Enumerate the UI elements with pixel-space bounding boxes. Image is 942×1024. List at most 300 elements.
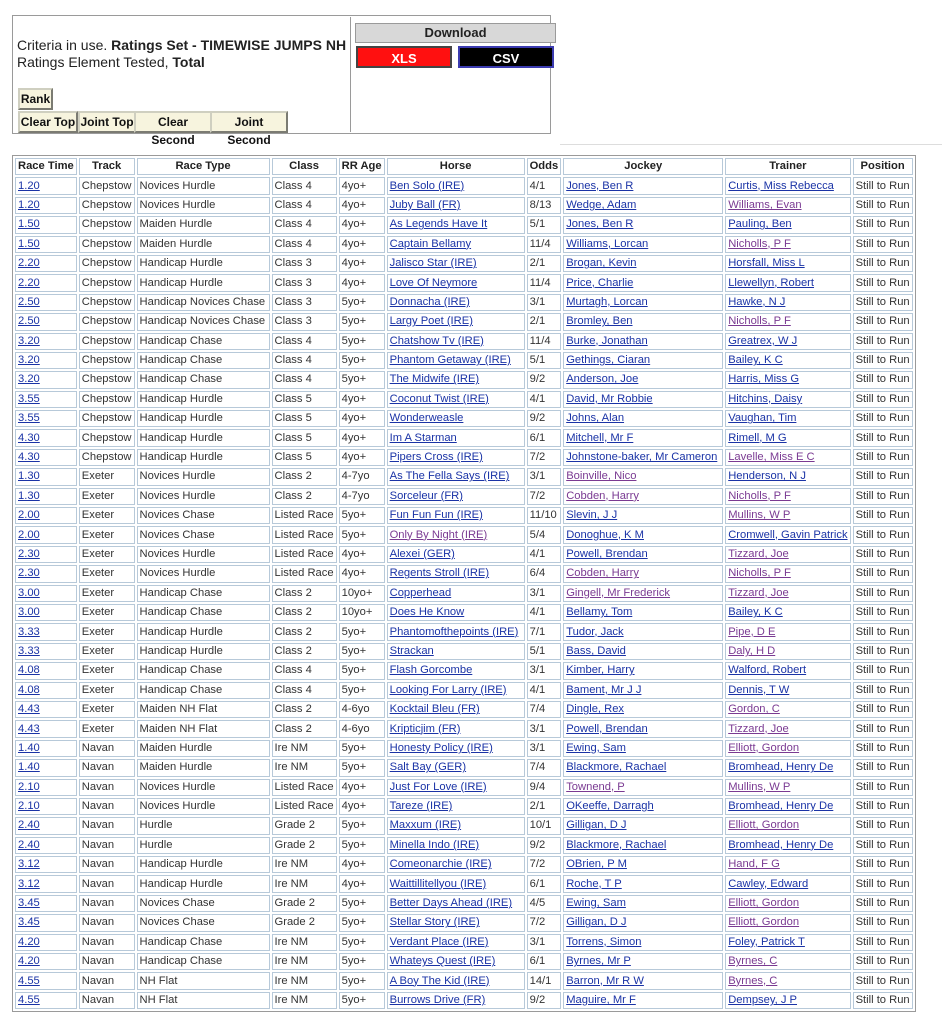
- cell-race-time: [15, 701, 77, 718]
- cell-horse: [387, 236, 525, 253]
- cell-jockey: [563, 759, 723, 776]
- cell-race-time: [15, 565, 77, 582]
- rank-button[interactable]: Rank: [18, 88, 53, 110]
- cell-class: Grade 2: [272, 837, 337, 854]
- cell-horse: [387, 779, 525, 796]
- race-time-link[interactable]: 3.33: [18, 644, 40, 657]
- horse-link[interactable]: Sorceleur (FR): [389, 489, 463, 502]
- header-trainer: Trainer: [725, 158, 850, 175]
- trainer-link[interactable]: Nicholls, P F: [728, 315, 791, 328]
- race-time-link[interactable]: 1.30: [18, 489, 40, 502]
- horse-link[interactable]: Comeonarchie (IRE): [389, 858, 492, 871]
- trainer-link[interactable]: Henderson, N J: [728, 470, 806, 483]
- cell-position: Still to Run: [853, 526, 913, 543]
- jockey-link[interactable]: Jones, Ben R: [566, 179, 634, 192]
- horse-link[interactable]: Burrows Drive (FR): [389, 993, 486, 1006]
- race-time-link[interactable]: 4.20: [18, 935, 40, 948]
- jockey-link[interactable]: Tudor, Jack: [566, 625, 624, 638]
- cell-track: Navan: [79, 934, 135, 951]
- horse-link[interactable]: Chatshow Tv (IRE): [389, 334, 484, 347]
- trainer-link[interactable]: Elliott, Gordon: [728, 897, 800, 910]
- cell-track: Chepstow: [79, 429, 135, 446]
- cell-position: Still to Run: [853, 507, 913, 524]
- cell-race-type: Handicap Hurdle: [137, 255, 270, 272]
- race-time-link[interactable]: 3.55: [18, 392, 40, 405]
- cell-position: Still to Run: [853, 313, 913, 330]
- horse-link[interactable]: Minella Indo (IRE): [389, 838, 480, 851]
- cell-rr-age: 4yo+: [339, 875, 385, 892]
- horse-link[interactable]: Tareze (IRE): [389, 800, 453, 813]
- cell-position: Still to Run: [853, 216, 913, 233]
- horse-link[interactable]: Salt Bay (GER): [389, 761, 467, 774]
- jockey-link[interactable]: Powell, Brendan: [566, 722, 648, 735]
- cell-odds: 11/4: [527, 236, 562, 253]
- jockey-link[interactable]: Blackmore, Rachael: [566, 761, 667, 774]
- jockey-link[interactable]: Donoghue, K M: [566, 528, 644, 541]
- cell-race-type: Handicap Chase: [137, 662, 270, 679]
- cell-track: Exeter: [79, 565, 135, 582]
- csv-download-button[interactable]: CSV: [458, 46, 554, 68]
- cell-horse: [387, 875, 525, 892]
- cell-position: Still to Run: [853, 255, 913, 272]
- cell-track: Chepstow: [79, 352, 135, 369]
- trainer-link[interactable]: Dennis, T W: [728, 683, 790, 696]
- cell-class: Grade 2: [272, 817, 337, 834]
- cell-race-time: [15, 953, 77, 970]
- horse-link[interactable]: Better Days Ahead (IRE): [389, 897, 513, 910]
- horse-link[interactable]: Captain Bellamy: [389, 237, 472, 250]
- trainer-link[interactable]: Elliott, Gordon: [728, 916, 800, 929]
- cell-jockey: [563, 604, 723, 621]
- cell-class: Ire NM: [272, 759, 337, 776]
- cell-track: Exeter: [79, 720, 135, 737]
- jockey-link[interactable]: OBrien, P M: [566, 858, 627, 871]
- trainer-link[interactable]: Byrnes, C: [728, 974, 778, 987]
- cell-track: Chepstow: [79, 294, 135, 311]
- cell-rr-age: 4yo+: [339, 429, 385, 446]
- jockey-link[interactable]: Bromley, Ben: [566, 315, 633, 328]
- race-time-link[interactable]: 2.50: [18, 315, 40, 328]
- jockey-link[interactable]: Johns, Alan: [566, 412, 625, 425]
- table-row: [15, 488, 913, 505]
- trainer-link[interactable]: Cawley, Edward: [728, 877, 809, 890]
- race-time-link[interactable]: 3.55: [18, 412, 40, 425]
- cell-jockey: [563, 953, 723, 970]
- trainer-link[interactable]: Harris, Miss G: [728, 373, 800, 386]
- cell-race-time: [15, 429, 77, 446]
- cell-race-time: [15, 371, 77, 388]
- cell-position: Still to Run: [853, 934, 913, 951]
- race-time-link[interactable]: 4.30: [18, 451, 40, 464]
- jockey-link[interactable]: Maguire, Mr F: [566, 993, 636, 1006]
- jockey-link[interactable]: Ewing, Sam: [566, 741, 626, 754]
- jockey-link[interactable]: Burke, Jonathan: [566, 334, 648, 347]
- cell-position: Still to Run: [853, 759, 913, 776]
- cell-race-type: Novices Chase: [137, 914, 270, 931]
- race-time-link[interactable]: 4.55: [18, 993, 40, 1006]
- horse-link[interactable]: Donnacha (IRE): [389, 295, 470, 308]
- cell-race-type: Maiden NH Flat: [137, 720, 270, 737]
- cell-class: Ire NM: [272, 875, 337, 892]
- cell-rr-age: 5yo+: [339, 371, 385, 388]
- cell-race-type: Maiden Hurdle: [137, 740, 270, 757]
- trainer-link[interactable]: Mullins, W P: [728, 780, 791, 793]
- cell-horse: [387, 255, 525, 272]
- trainer-link[interactable]: Hawke, N J: [728, 295, 786, 308]
- cell-class: Class 5: [272, 391, 337, 408]
- horse-link[interactable]: Regents Stroll (IRE): [389, 567, 490, 580]
- jockey-link[interactable]: Slevin, J J: [566, 509, 618, 522]
- trainer-link[interactable]: Bromhead, Henry De: [728, 838, 834, 851]
- joint-top-button[interactable]: Joint Top: [78, 111, 136, 133]
- horse-link[interactable]: Looking For Larry (IRE): [389, 683, 507, 696]
- horse-link[interactable]: Jalisco Star (IRE): [389, 257, 477, 270]
- horse-link[interactable]: Maxxum (IRE): [389, 819, 462, 832]
- cell-jockey: [563, 992, 723, 1009]
- trainer-link[interactable]: Nicholls, P F: [728, 489, 791, 502]
- cell-jockey: [563, 662, 723, 679]
- race-time-link[interactable]: 1.50: [18, 218, 40, 231]
- table-row: [15, 604, 913, 621]
- horse-link[interactable]: Whateys Quest (IRE): [389, 955, 496, 968]
- cell-rr-age: 4-7yo: [339, 488, 385, 505]
- horse-link[interactable]: Wonderweasle: [389, 412, 464, 425]
- race-time-link[interactable]: 2.40: [18, 819, 40, 832]
- table-row: [15, 623, 913, 640]
- jockey-link[interactable]: Gilligan, D J: [566, 819, 627, 832]
- jockey-link[interactable]: Gethings, Ciaran: [566, 354, 651, 367]
- trainer-link[interactable]: Nicholls, P F: [728, 237, 791, 250]
- horse-link[interactable]: Waittillitellyou (IRE): [389, 877, 487, 890]
- race-time-link[interactable]: 2.10: [18, 800, 40, 813]
- trainer-link[interactable]: Pipe, D E: [728, 625, 776, 638]
- jockey-link[interactable]: Wedge, Adam: [566, 198, 637, 211]
- cell-rr-age: 4yo+: [339, 546, 385, 563]
- trainer-link[interactable]: Bromhead, Henry De: [728, 761, 834, 774]
- trainer-link[interactable]: Elliott, Gordon: [728, 819, 800, 832]
- cell-jockey: [563, 546, 723, 563]
- cell-trainer: [725, 546, 850, 563]
- trainer-link[interactable]: Tizzard, Joe: [728, 722, 789, 735]
- horse-link[interactable]: Fun Fun Fun (IRE): [389, 509, 483, 522]
- results-table: [12, 155, 916, 1012]
- race-time-link[interactable]: 4.30: [18, 431, 40, 444]
- jockey-link[interactable]: David, Mr Robbie: [566, 392, 653, 405]
- race-time-link[interactable]: 1.30: [18, 470, 40, 483]
- trainer-link[interactable]: Gordon, C: [728, 703, 780, 716]
- race-time-link[interactable]: 2.00: [18, 509, 40, 522]
- cell-rr-age: 4-6yo: [339, 720, 385, 737]
- jockey-link[interactable]: Gingell, Mr Frederick: [566, 586, 671, 599]
- trainer-link[interactable]: Greatrex, W J: [728, 334, 798, 347]
- race-time-link[interactable]: 4.43: [18, 722, 40, 735]
- trainer-link[interactable]: Foley, Patrick T: [728, 935, 805, 948]
- jockey-link[interactable]: Mitchell, Mr F: [566, 431, 634, 444]
- trainer-link[interactable]: Tizzard, Joe: [728, 548, 789, 560]
- jockey-link[interactable]: Dingle, Rex: [566, 703, 625, 716]
- race-time-link[interactable]: 4.08: [18, 683, 40, 696]
- jockey-link[interactable]: Boinville, Nico: [566, 470, 637, 483]
- table-row: [15, 177, 913, 194]
- header-horse: Horse: [387, 158, 525, 175]
- jockey-link[interactable]: Jones, Ben R: [566, 218, 634, 231]
- cell-horse: [387, 643, 525, 660]
- jockey-link[interactable]: Powell, Brendan: [566, 548, 648, 560]
- cell-horse: [387, 565, 525, 582]
- horse-link[interactable]: Just For Love (IRE): [389, 780, 487, 793]
- horse-link[interactable]: Juby Ball (FR): [389, 198, 461, 211]
- trainer-link[interactable]: Bailey, K C: [728, 606, 783, 619]
- jockey-link[interactable]: Anderson, Joe: [566, 373, 639, 386]
- race-time-link[interactable]: 1.40: [18, 741, 40, 754]
- cell-jockey: [563, 701, 723, 718]
- horse-link[interactable]: Flash Gorcombe: [389, 664, 473, 677]
- jockey-link[interactable]: Blackmore, Rachael: [566, 838, 667, 851]
- trainer-link[interactable]: Hitchins, Daisy: [728, 392, 803, 405]
- race-time-link[interactable]: 1.20: [18, 179, 40, 192]
- cell-race-time: [15, 837, 77, 854]
- jockey-link[interactable]: Cobden, Harry: [566, 567, 639, 580]
- jockey-link[interactable]: Gilligan, D J: [566, 916, 627, 929]
- trainer-link[interactable]: Walford, Robert: [728, 664, 807, 677]
- race-time-link[interactable]: 2.10: [18, 780, 40, 793]
- jockey-link[interactable]: Johnstone-baker, Mr Cameron: [566, 451, 718, 464]
- horse-link[interactable]: As Legends Have It: [389, 218, 488, 231]
- trainer-link[interactable]: Bromhead, Henry De: [728, 800, 834, 813]
- jockey-link[interactable]: Townend, P: [566, 780, 625, 793]
- trainer-link[interactable]: Byrnes, C: [728, 955, 778, 968]
- race-time-link[interactable]: 2.00: [18, 528, 40, 541]
- cell-race-type: Novices Hurdle: [137, 468, 270, 485]
- cell-odds: 6/4: [527, 565, 562, 582]
- race-time-link[interactable]: 2.20: [18, 276, 40, 289]
- cell-trainer: [725, 817, 850, 834]
- horse-link[interactable]: Kocktail Bleu (FR): [389, 703, 480, 716]
- horse-link[interactable]: Phantomofthepoints (IRE): [389, 625, 519, 638]
- cell-trainer: [725, 934, 850, 951]
- horse-link[interactable]: Pipers Cross (IRE): [389, 451, 483, 464]
- cell-horse: [387, 759, 525, 776]
- jockey-link[interactable]: Price, Charlie: [566, 276, 634, 289]
- horse-link[interactable]: Only By Night (IRE): [389, 528, 488, 541]
- jockey-link[interactable]: Torrens, Simon: [566, 935, 642, 948]
- horse-link[interactable]: Copperhead: [389, 586, 452, 599]
- trainer-link[interactable]: Horsfall, Miss L: [728, 257, 805, 270]
- cell-position: Still to Run: [853, 837, 913, 854]
- cell-trainer: [725, 197, 850, 214]
- race-time-link[interactable]: 1.50: [18, 237, 40, 250]
- cell-horse: [387, 682, 525, 699]
- cell-horse: [387, 992, 525, 1009]
- horse-link[interactable]: A Boy The Kid (IRE): [389, 974, 490, 987]
- cell-rr-age: 5yo+: [339, 294, 385, 311]
- race-time-link[interactable]: 4.20: [18, 955, 40, 968]
- cell-jockey: [563, 449, 723, 466]
- race-time-link[interactable]: 3.00: [18, 606, 40, 619]
- element-prefix: Ratings Element Tested,: [17, 54, 173, 70]
- cell-rr-age: 5yo+: [339, 914, 385, 931]
- trainer-link[interactable]: Elliott, Gordon: [728, 741, 800, 754]
- cell-track: Exeter: [79, 468, 135, 485]
- cell-trainer: [725, 313, 850, 330]
- trainer-link[interactable]: Curtis, Miss Rebecca: [728, 179, 834, 192]
- cell-class: Class 2: [272, 643, 337, 660]
- jockey-link[interactable]: Byrnes, Mr P: [566, 955, 631, 968]
- cell-position: Still to Run: [853, 914, 913, 931]
- trainer-link[interactable]: Llewellyn, Robert: [728, 276, 815, 289]
- cell-odds: 6/1: [527, 429, 562, 446]
- jockey-link[interactable]: Bellamy, Tom: [566, 606, 633, 619]
- cell-horse: [387, 294, 525, 311]
- horse-link[interactable]: Im A Starman: [389, 431, 457, 444]
- table-row: [15, 371, 913, 388]
- cell-class: Class 3: [272, 294, 337, 311]
- cell-trainer: [725, 333, 850, 350]
- jockey-link[interactable]: Williams, Lorcan: [566, 237, 649, 250]
- cell-track: Exeter: [79, 682, 135, 699]
- cell-race-type: Handicap Novices Chase: [137, 313, 270, 330]
- race-time-link[interactable]: 3.20: [18, 334, 40, 347]
- cell-race-time: [15, 449, 77, 466]
- cell-race-time: [15, 546, 77, 563]
- xls-download-button[interactable]: XLS: [356, 46, 452, 68]
- cell-race-type: Maiden Hurdle: [137, 216, 270, 233]
- race-time-link[interactable]: 2.50: [18, 295, 40, 308]
- horse-link[interactable]: Ben Solo (IRE): [389, 179, 465, 192]
- cell-jockey: [563, 682, 723, 699]
- race-time-link[interactable]: 1.40: [18, 761, 40, 774]
- cell-track: Navan: [79, 740, 135, 757]
- cell-race-type: NH Flat: [137, 992, 270, 1009]
- cell-trainer: [725, 294, 850, 311]
- race-time-link[interactable]: 3.45: [18, 916, 40, 929]
- table-row: [15, 468, 913, 485]
- trainer-link[interactable]: Lavelle, Miss E C: [728, 451, 815, 464]
- clear-second-button[interactable]: Clear Second: [134, 111, 212, 133]
- trainer-link[interactable]: Rimell, M G: [728, 431, 787, 444]
- jockey-link[interactable]: Bass, David: [566, 644, 626, 657]
- horse-link[interactable]: Coconut Twist (IRE): [389, 392, 489, 405]
- cell-trainer: [725, 953, 850, 970]
- cell-race-type: Handicap Hurdle: [137, 643, 270, 660]
- cell-position: Still to Run: [853, 333, 913, 350]
- cell-odds: 7/4: [527, 701, 562, 718]
- cell-jockey: [563, 371, 723, 388]
- jockey-link[interactable]: Bament, Mr J J: [566, 683, 642, 696]
- horse-link[interactable]: Alexei (GER): [389, 548, 455, 560]
- cell-rr-age: 4yo+: [339, 197, 385, 214]
- trainer-link[interactable]: Bailey, K C: [728, 354, 783, 367]
- jockey-link[interactable]: Cobden, Harry: [566, 489, 639, 502]
- cell-track: Chepstow: [79, 410, 135, 427]
- race-time-link[interactable]: 3.45: [18, 897, 40, 910]
- horse-link[interactable]: Does He Know: [389, 606, 465, 619]
- cell-odds: 14/1: [527, 972, 562, 989]
- race-time-link[interactable]: 2.20: [18, 257, 40, 270]
- trainer-link[interactable]: Tizzard, Joe: [728, 586, 789, 599]
- cell-race-type: Novices Hurdle: [137, 798, 270, 815]
- trainer-link[interactable]: Williams, Evan: [728, 198, 802, 211]
- jockey-link[interactable]: Kimber, Harry: [566, 664, 635, 677]
- table-row: [15, 429, 913, 446]
- trainer-link[interactable]: Hand, F G: [728, 858, 780, 871]
- cell-race-type: Novices Hurdle: [137, 546, 270, 563]
- race-time-link[interactable]: 3.12: [18, 877, 40, 890]
- race-time-link[interactable]: 3.00: [18, 586, 40, 599]
- ratings-set: Ratings Set - TIMEWISE JUMPS NH: [111, 37, 347, 53]
- cell-race-type: Novices Chase: [137, 895, 270, 912]
- trainer-link[interactable]: Vaughan, Tim: [728, 412, 797, 425]
- horse-link[interactable]: Verdant Place (IRE): [389, 935, 489, 948]
- cell-class: Class 5: [272, 410, 337, 427]
- cell-class: Listed Race: [272, 546, 337, 563]
- cell-track: Navan: [79, 837, 135, 854]
- race-time-link[interactable]: 4.08: [18, 664, 40, 677]
- trainer-link[interactable]: Dempsey, J P: [728, 993, 798, 1006]
- race-time-link[interactable]: 4.55: [18, 974, 40, 987]
- table-row: [15, 914, 913, 931]
- jockey-link[interactable]: Barron, Mr R W: [566, 974, 644, 987]
- race-time-link[interactable]: 3.33: [18, 625, 40, 638]
- horse-link[interactable]: Kripticjim (FR): [389, 722, 461, 735]
- horse-link[interactable]: Phantom Getaway (IRE): [389, 354, 511, 367]
- race-time-link[interactable]: 2.30: [18, 567, 40, 580]
- cell-class: Ire NM: [272, 953, 337, 970]
- cell-race-type: Handicap Novices Chase: [137, 294, 270, 311]
- race-time-link[interactable]: 2.40: [18, 838, 40, 851]
- cell-race-type: Handicap Chase: [137, 604, 270, 621]
- jockey-link[interactable]: Brogan, Kevin: [566, 257, 637, 270]
- table-row: [15, 837, 913, 854]
- cell-horse: [387, 507, 525, 524]
- trainer-link[interactable]: Nicholls, P F: [728, 567, 791, 580]
- cell-class: Ire NM: [272, 934, 337, 951]
- trainer-link[interactable]: Pauling, Ben: [728, 218, 792, 231]
- race-time-link[interactable]: 1.20: [18, 198, 40, 211]
- trainer-link[interactable]: Mullins, W P: [728, 509, 791, 522]
- horse-link[interactable]: As The Fella Says (IRE): [389, 470, 510, 483]
- trainer-link[interactable]: Cromwell, Gavin Patrick: [728, 528, 848, 541]
- trainer-link[interactable]: Daly, H D: [728, 644, 776, 657]
- joint-second-button[interactable]: Joint Second: [210, 111, 288, 133]
- cell-track: Exeter: [79, 623, 135, 640]
- cell-race-type: Handicap Hurdle: [137, 875, 270, 892]
- horse-link[interactable]: Stellar Story (IRE): [389, 916, 480, 929]
- horse-link[interactable]: Largy Poet (IRE): [389, 315, 473, 328]
- cell-jockey: [563, 623, 723, 640]
- race-time-link[interactable]: 3.20: [18, 373, 40, 386]
- cell-odds: 9/2: [527, 992, 562, 1009]
- horse-link[interactable]: Strackan: [389, 644, 434, 657]
- race-time-link[interactable]: 4.43: [18, 703, 40, 716]
- horse-link[interactable]: The Midwife (IRE): [389, 373, 480, 386]
- horse-link[interactable]: Love Of Neymore: [389, 276, 478, 289]
- race-time-link[interactable]: 3.12: [18, 858, 40, 871]
- clear-top-button[interactable]: Clear Top: [18, 111, 78, 133]
- cell-trainer: [725, 255, 850, 272]
- horse-link[interactable]: Honesty Policy (IRE): [389, 741, 493, 754]
- jockey-link[interactable]: Ewing, Sam: [566, 897, 626, 910]
- cell-track: Chepstow: [79, 197, 135, 214]
- race-time-link[interactable]: 2.30: [18, 548, 40, 560]
- cell-class: Ire NM: [272, 740, 337, 757]
- cell-class: Class 4: [272, 352, 337, 369]
- jockey-link[interactable]: Murtagh, Lorcan: [566, 295, 648, 308]
- jockey-link[interactable]: OKeeffe, Darragh: [566, 800, 654, 813]
- race-time-link[interactable]: 3.20: [18, 354, 40, 367]
- jockey-link[interactable]: Roche, T P: [566, 877, 622, 890]
- cell-jockey: [563, 488, 723, 505]
